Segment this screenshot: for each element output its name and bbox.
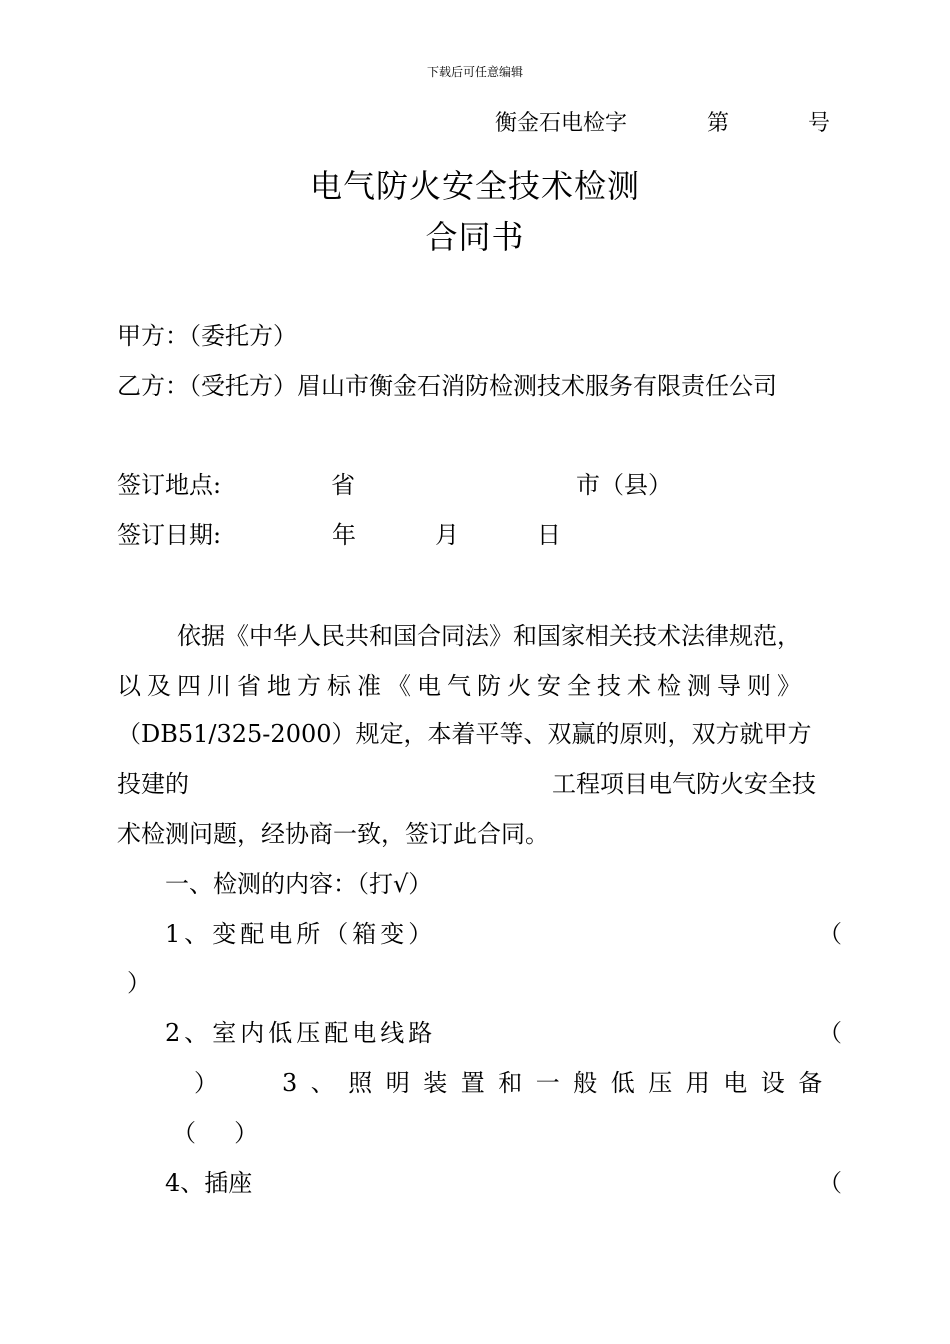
- body-line-4a: 投建的: [117, 770, 189, 798]
- doc-number-prefix: 衡金石电检字: [495, 111, 628, 136]
- body-line-5: 术检测问题，经协商一致，签订此合同。: [117, 820, 549, 848]
- party-a: 甲方：（委托方）: [117, 322, 297, 350]
- signing-day: 日: [537, 521, 561, 549]
- signing-province: 省: [331, 471, 355, 499]
- body-line-2: 以及四川省地方标准《电气防火安全技术检测导则》: [117, 672, 807, 700]
- body-line-3: （DB51/325-2000）规定，本着平等、双赢的原则，双方就甲方: [117, 720, 812, 748]
- signing-year: 年: [332, 521, 356, 549]
- signing-month: 月: [435, 521, 459, 549]
- doc-number-hao: 号: [808, 111, 831, 136]
- title-line1: 电气防火安全技术检测: [309, 167, 640, 205]
- item2-close-paren: ）: [194, 1069, 218, 1097]
- item1-label: 1、变配电所（箱变）: [165, 920, 437, 948]
- body-line-4b: 工程项目电气防火安全技: [552, 770, 816, 798]
- signing-place-label: 签订地点:: [117, 471, 222, 499]
- signing-city: 市（县）: [576, 471, 672, 499]
- section1-heading: 一、检测的内容：（打√）: [165, 870, 433, 898]
- party-b: 乙方：（受托方）眉山市衡金石消防检测技术服务有限责任公司: [117, 372, 777, 400]
- item2-open-paren: （: [818, 1019, 842, 1047]
- item1-close-paren: ）: [127, 969, 151, 997]
- item2-label: 2、室内低压配电线路: [165, 1019, 437, 1047]
- body-line-1: 依据《中华人民共和国合同法》和国家相关技术法律规范，: [177, 622, 801, 650]
- signing-date-label: 签订日期:: [117, 521, 222, 549]
- item3-label: 3、照明装置和一般低压用电设备: [282, 1069, 836, 1097]
- item1-open-paren: （: [818, 920, 842, 948]
- title-line2: 合同书: [425, 218, 525, 256]
- doc-number-di: 第: [707, 111, 730, 136]
- header-note: 下载后可任意编辑: [426, 65, 523, 79]
- item3-paren: （ ）: [172, 1119, 259, 1147]
- item4-open-paren: （: [818, 1169, 842, 1197]
- item4-label: 4、插座: [165, 1169, 253, 1197]
